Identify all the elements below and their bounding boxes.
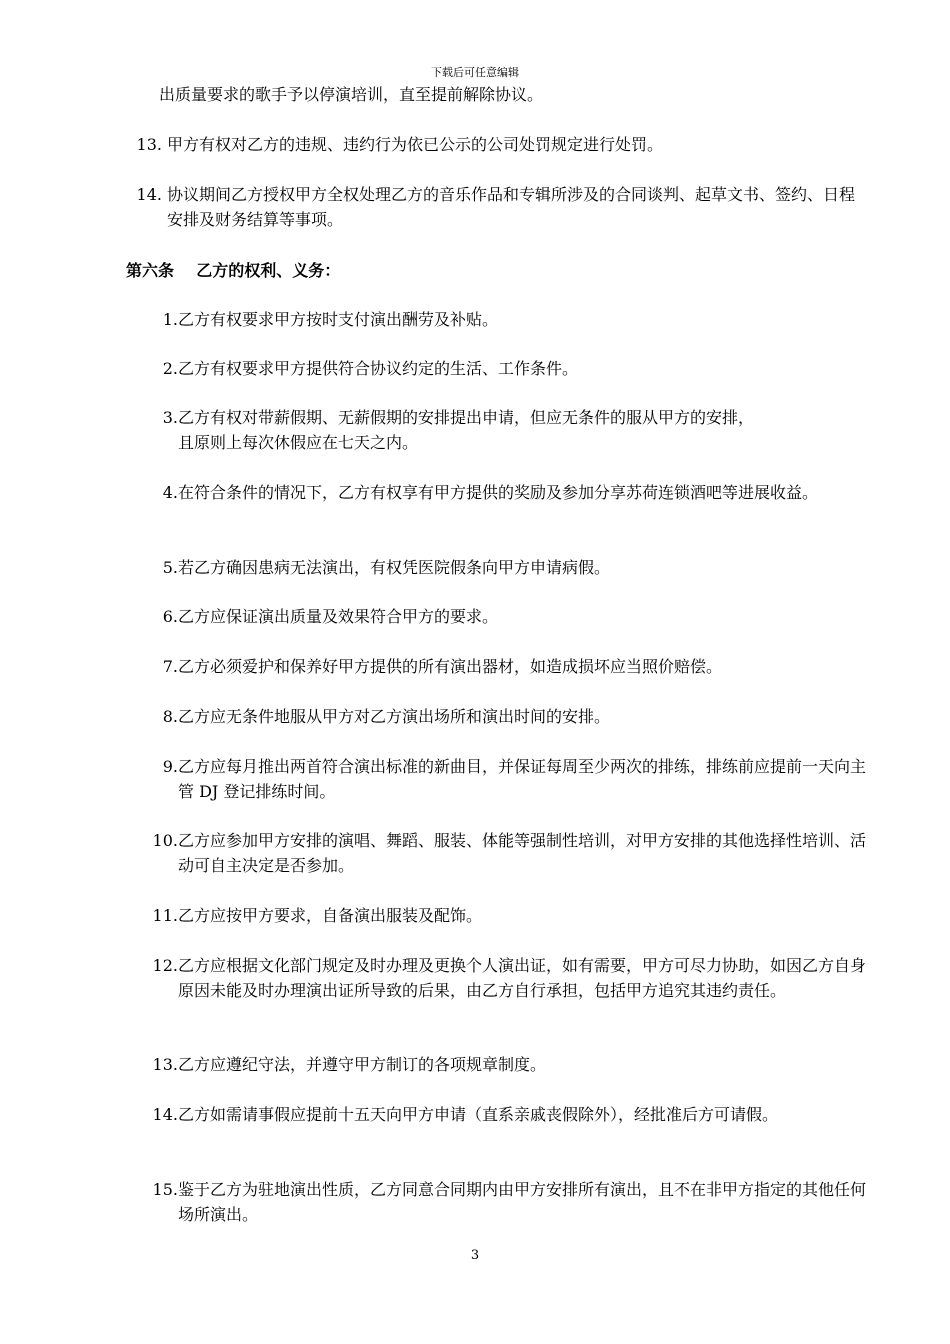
list-item-10 [126, 828, 866, 878]
list-text: 若乙方确因患病无法演出，有权凭医院假条向甲方申请病假。 [178, 558, 611, 577]
list-text: 协议期间乙方授权甲方全权处理乙方的音乐作品和专辑所涉及的合同谈判、起草文书、签约、日程安排及财务结算等事项。 [167, 185, 856, 229]
list-text: 乙方有权要求甲方按时支付演出酬劳及补贴。 [178, 310, 499, 329]
list-text: 乙方应无条件地服从甲方对乙方演出场所和演出时间的安排。 [178, 707, 611, 726]
list-number: 11. [152, 906, 178, 925]
list-text: 乙方应按甲方要求，自备演出服装及配饰。 [178, 906, 483, 925]
list-text: 乙方应遵纪守法，并遵守甲方制订的各项规章制度。 [178, 1055, 547, 1074]
list-item-5 [126, 555, 866, 580]
list-number: 7. [162, 657, 178, 676]
list-number: 8. [162, 707, 178, 726]
list-number: 1. [162, 310, 178, 329]
list-text: 鉴于乙方为驻地演出性质，乙方同意合同期内由甲方安排所有演出，且不在非甲方指定的其他任何场所演出。 [178, 1180, 867, 1224]
list-number: 13. [152, 1055, 178, 1074]
list-item-11 [126, 903, 866, 928]
list-item-prev-14 [118, 182, 866, 232]
list-item-13 [126, 1052, 866, 1077]
list-item-2 [126, 356, 866, 381]
list-text: 乙方应参加甲方安排的演唱、舞蹈、服装、体能等强制性培训，对甲方安排的其他选择性培训、活动可自主决定是否参加。 [178, 831, 867, 875]
list-number: 13. [136, 135, 162, 154]
list-text: 乙方有权对带薪假期、无薪假期的安排提出申请，但应无条件的服从甲方的安排，且原则上每次休假应在七天之内。 [178, 408, 755, 452]
list-item-12 [126, 953, 866, 1003]
section-heading [126, 258, 340, 283]
list-number: 6. [162, 607, 178, 626]
list-number: 9. [162, 757, 178, 776]
list-text: 乙方应根据文化部门规定及时办理及更换个人演出证，如有需要，甲方可尽力协助，如因乙方自身原因未能及时办理演出证所导致的后果，由乙方自行承担，包括甲方追究其违约责任。 [178, 956, 867, 1000]
list-item-9 [126, 754, 866, 804]
page-number: 3 [470, 1248, 480, 1263]
list-number: 15. [152, 1180, 178, 1199]
list-number: 14. [152, 1105, 178, 1124]
list-text: 乙方应每月推出两首符合演出标准的新曲目，并保证每周至少两次的排练，排练前应提前一天向主管 DJ 登记排练时间。 [178, 757, 867, 801]
list-item-14 [126, 1102, 866, 1127]
list-number: 14. [136, 185, 162, 204]
list-text: 在符合条件的情况下，乙方有权享有甲方提供的奖励及参加分享苏荷连锁酒吧等进展收益。 [178, 483, 819, 502]
list-text: 乙方如需请事假应提前十五天向甲方申请（直系亲戚丧假除外），经批准后方可请假。 [178, 1105, 779, 1124]
list-item-1 [126, 307, 866, 332]
continuation-text: 出质量要求的歌手予以停演培训，直至提前解除协议。 [159, 85, 544, 104]
list-item-prev-13 [118, 132, 866, 157]
list-item-7 [126, 654, 866, 679]
list-number: 2. [162, 359, 178, 378]
list-item-4 [126, 480, 866, 505]
list-item-15 [126, 1177, 866, 1227]
list-number: 12. [152, 956, 178, 975]
list-text: 甲方有权对乙方的违规、违约行为依已公示的公司处罚规定进行处罚。 [167, 135, 664, 154]
list-number: 3. [162, 408, 178, 427]
list-text: 乙方应保证演出质量及效果符合甲方的要求。 [178, 607, 499, 626]
list-number: 4. [162, 483, 178, 502]
list-item-6 [126, 604, 866, 629]
list-number: 5. [162, 558, 178, 577]
section-title: 乙方的权利、义务： [196, 261, 341, 280]
page-header: 下载后可任意编辑 [431, 66, 519, 79]
section-label: 第六条 [126, 261, 175, 280]
list-text: 乙方有权要求甲方提供符合协议约定的生活、工作条件。 [178, 359, 579, 378]
list-number: 10. [152, 831, 178, 850]
list-text: 乙方必须爱护和保养好甲方提供的所有演出器材，如造成损坏应当照价赔偿。 [178, 657, 723, 676]
list-item-8 [126, 704, 866, 729]
list-item-3 [126, 405, 766, 455]
